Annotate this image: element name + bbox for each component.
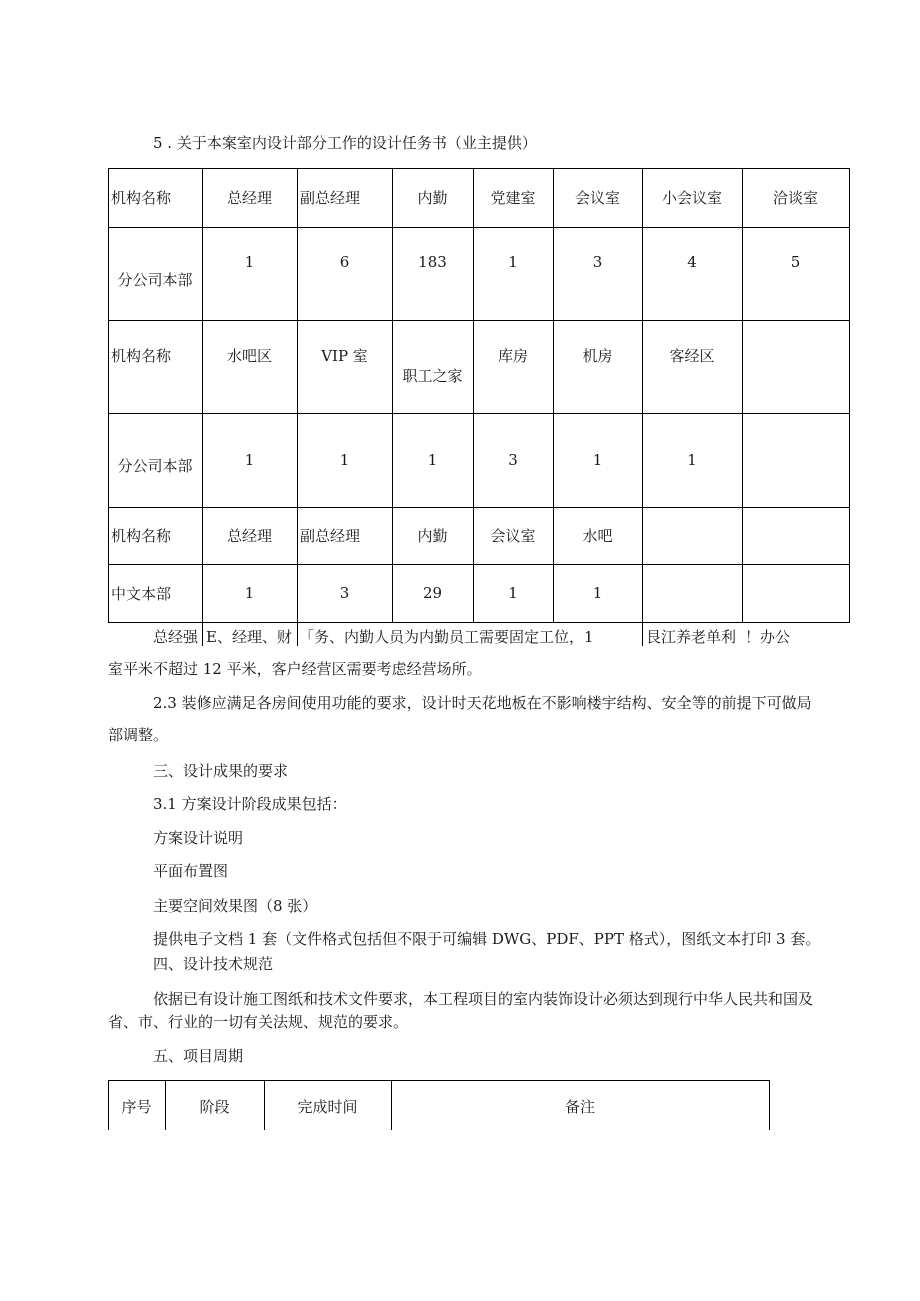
table-cell: 内勤 — [417, 189, 448, 207]
section-heading: 5 . 关于本案室内设计部分工作的设计任务书（业主提供） — [153, 134, 537, 152]
table-cell: 水吧 — [582, 527, 613, 545]
table-cell: 分公司本部 — [117, 270, 193, 289]
table-cell: 3 — [592, 253, 603, 271]
table-cell: 1 — [508, 253, 518, 271]
table-cell: 职工之家 — [402, 366, 463, 385]
table-cell: 5 — [790, 253, 801, 271]
table-cell: 分公司本部 — [117, 456, 193, 475]
table-cell: 3 — [508, 451, 518, 469]
table-cell: 党建室 — [490, 189, 536, 207]
section-title: 四、设计技术规范 — [153, 955, 274, 973]
table-cell: 水吧区 — [226, 346, 272, 365]
table-cell: 总经理 — [226, 527, 272, 545]
table-cell: 29 — [422, 584, 443, 602]
table-cell: 183 — [418, 253, 447, 271]
table-header-cell: 阶段 — [199, 1097, 230, 1116]
subsection-title: 3.1 方案设计阶段成果包括： — [153, 795, 347, 813]
table-cell: 库房 — [497, 346, 528, 365]
table-cell: 总经理 — [226, 189, 272, 207]
table-cell: 小会议室 — [661, 189, 722, 207]
table-cell: 客经区 — [669, 346, 715, 365]
paragraph-line: 依据已有设计施工图纸和技术文件要求，本工程项目的室内装饰设计必须达到现行中华人民共和国及 — [153, 990, 814, 1008]
table-cell: 3 — [339, 584, 350, 602]
table-header-cell: 完成时间 — [297, 1097, 358, 1116]
table-cell: 6 — [339, 253, 350, 271]
table-cell: 1 — [687, 451, 697, 469]
table-header-cell: 备注 — [564, 1097, 595, 1116]
section-title: 五、项目周期 — [153, 1047, 244, 1065]
table-header-cell: 序号 — [121, 1097, 152, 1116]
note-fragment: E、经理、财 — [206, 628, 292, 646]
list-item: 方案设计说明 — [153, 829, 244, 847]
table-cell: 洽谈室 — [772, 189, 818, 207]
paragraph-line: 省、市、行业的一切有关法规、规范的要求。 — [108, 1013, 409, 1031]
note-fragment: 艮江养老单利 — [646, 628, 737, 646]
section-title: 三、设计成果的要求 — [153, 762, 289, 780]
table-cell: 机房 — [582, 346, 613, 365]
table-cell: VIP 室 — [321, 346, 368, 365]
paragraph-line: 2.3 装修应满足各房间使用功能的要求，设计时天花地板在不影响楼宇结构、安全等的前提下可做局 — [153, 694, 812, 712]
note-fragment: 「务、内勤人员为内勤员工需要固定工位，1 — [299, 628, 594, 646]
table-cell: 内勤 — [417, 527, 448, 545]
table-cell: 会议室 — [490, 527, 536, 545]
table-cell: 1 — [508, 584, 518, 602]
note-fragment: 总经强 — [153, 628, 199, 646]
table-cell: 1 — [339, 451, 350, 469]
table-cell: 机构名称 — [111, 346, 172, 365]
table-cell: 1 — [244, 451, 255, 469]
paragraph-line: 部调整。 — [108, 726, 169, 744]
note-fragment: ！办公 — [745, 628, 791, 646]
table-cell: 1 — [427, 451, 438, 469]
list-item: 提供电子文档 1 套（文件格式包括但不限于可编辑 DWG、PDF、PPT 格式），图纸文本打印 3 套。 — [153, 930, 821, 948]
table-cell: 副总经理 — [300, 189, 361, 207]
table-cell: 1 — [592, 451, 603, 469]
table-cell: 副总经理 — [300, 527, 361, 545]
list-item: 主要空间效果图（8 张） — [153, 897, 318, 915]
table-cell — [742, 443, 849, 477]
note-line: 室平米不超过 12 平米，客户经营区需要考虑经营场所。 — [108, 660, 482, 678]
table-cell: 会议室 — [574, 189, 620, 207]
table-cell: 机构名称 — [111, 189, 172, 207]
table-cell: 1 — [244, 253, 255, 271]
table-cell: 中文本部 — [111, 584, 172, 603]
table-cell: 机构名称 — [111, 527, 172, 545]
list-item: 平面布置图 — [153, 862, 229, 880]
table-cell: 1 — [592, 584, 603, 602]
table-cell: 1 — [244, 584, 255, 602]
table-cell: 4 — [687, 253, 697, 271]
table-cell — [742, 338, 849, 372]
